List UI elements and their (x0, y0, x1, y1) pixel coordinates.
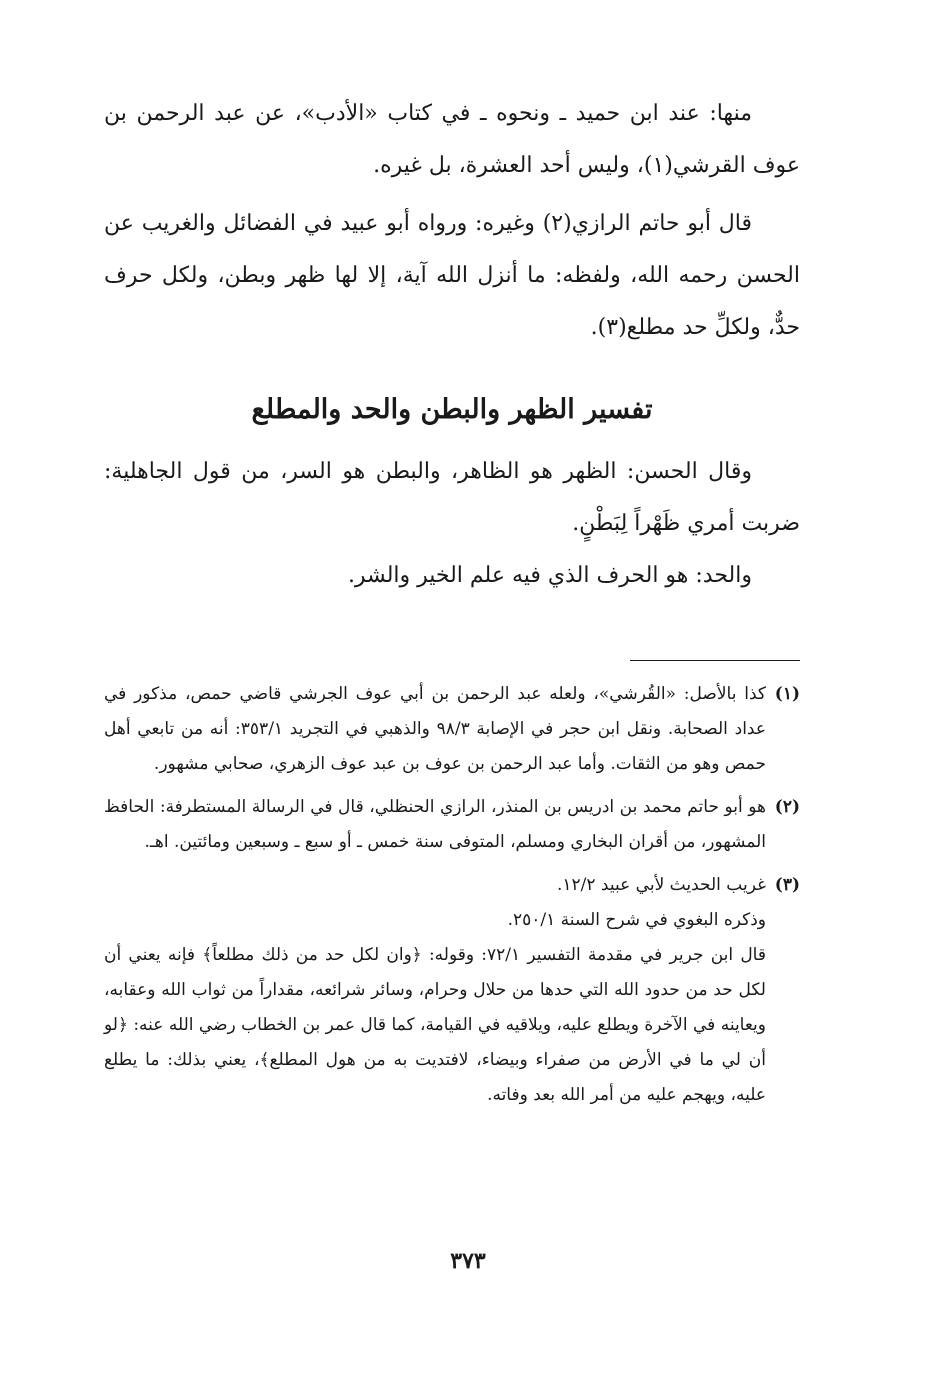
footnote-text: كذا بالأصل: «القُرشي»، ولعله عبد الرحمن بن أبي عوف الجرشي قاضي حمص، مذكور في عداد الصحابة. ونقل ابن حجر في الإصابة ٩٨/٣ والذهبي في التجريد ٣٥٣/١: أنه من تابعي أهل حمص وهو من الثقات. وأما عبد الرحمن بن عوف بن عبد عوف الزهري، صحابي مشهور. (104, 684, 766, 774)
footnote-number: (١) (774, 684, 800, 704)
section-heading: تفسير الظهر والبطن والحد والمطلع (251, 394, 653, 425)
footnote-separator (630, 660, 800, 661)
footnote-number: (٢) (774, 797, 800, 817)
footnote-1 (104, 677, 800, 782)
page-content (104, 88, 800, 1121)
body-paragraph-1: منها: عند ابن حميد ـ ونحوه ـ في كتاب «الأدب»، عن عبد الرحمن بن عوف القرشي(١)، وليس أحد العشرة، بل غيره. (104, 101, 800, 178)
footnote-text: وذكره البغوي في شرح السنة ٢٥٠/١. (507, 910, 766, 930)
footnote-3 (104, 868, 800, 1113)
body-paragraph-4: والحد: هو الحرف الذي فيه علم الخير والشر. (347, 563, 752, 588)
body-paragraph-3: وقال الحسن: الظهر هو الظاهر، والبطن هو السر، من قول الجاهلية: ضربت أمري ظَهْراً لِبَطْنٍ. (104, 459, 800, 536)
footnote-text: غريب الحديث لأبي عبيد ١٢/٢. (557, 875, 766, 895)
footnote-text: هو أبو حاتم محمد بن ادريس بن المنذر، الرازي الحنظلي، قال في الرسالة المستطرفة: الحافظ المشهور، من أقران البخاري ومسلم، المتوفى سنة خمس ـ أو سبع ـ وسبعين ومائتين. اهـ. (104, 797, 766, 852)
page-number: ٣٧٣ (450, 1248, 486, 1274)
body-paragraph-2: قال أبو حاتم الرازي(٢) وغيره: ورواه أبو عبيد في الفضائل والغريب عن الحسن رحمه الله، ولفظه: ما أنزل الله آية، إلا لها ظهر وبطن، ولكل حرف حدٌّ، ولكلِّ حد مطلع(٣). (104, 211, 800, 340)
footnote-2 (104, 790, 800, 860)
footnote-text: قال ابن جرير في مقدمة التفسير ٧٢/١: وقوله: ﴿وان لكل حد من ذلك مطلعاً﴾ فإنه يعني أن لكل حد من حدود الله التي حدها من حلال وحرام، وسائر شرائعه، مقداراً من ثواب الله وعقابه، ويعاينه في الآخرة ويطلع عليه، ويلاقيه في القيامة، كما قال عمر بن الخطاب رضي الله عنه: ﴿لو أن لي ما في الأرض من صفراء وبيضاء، لافتديت به من هول المطلع﴾، يعني بذلك: ما يطلع عليه، ويهجم عليه من أمر الله بعد وفاته. (104, 945, 766, 1105)
footnote-number: (٣) (774, 875, 800, 895)
